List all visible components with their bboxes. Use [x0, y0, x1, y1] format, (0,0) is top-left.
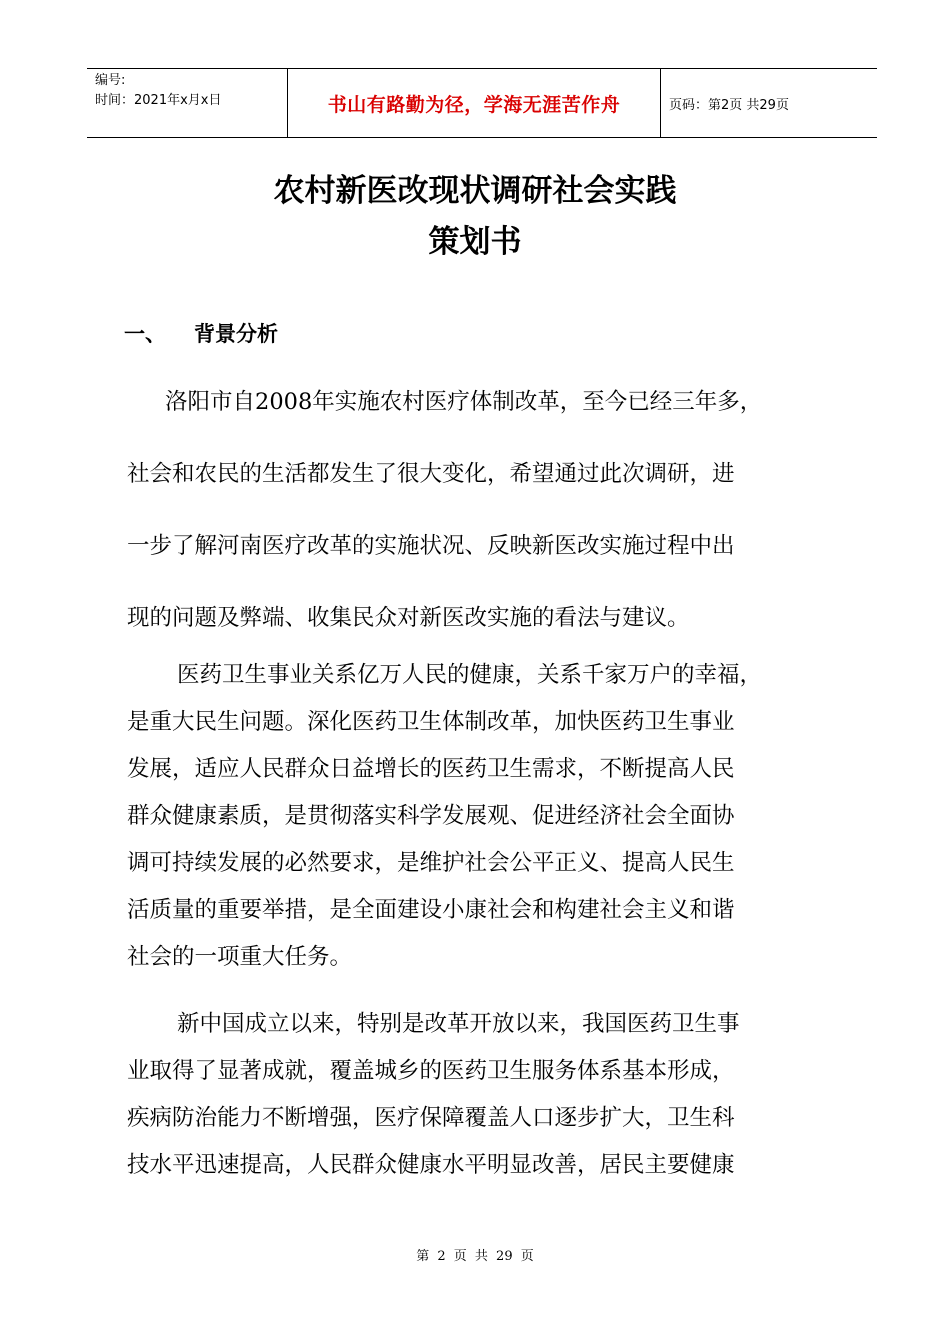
text-line: 洛阳市自2008年实施农村医疗体制改革，至今已经三年多， — [165, 389, 763, 415]
page-label: 页码：第2页 共29页 — [669, 97, 789, 113]
text-line: 发展，适应人民群众日益增长的医药卫生需求，不断提高人民 — [127, 756, 735, 782]
text-line: 现的问题及弊端、收集民众对新医改实施的看法与建议。 — [127, 605, 690, 631]
document-title-line1: 农村新医改现状调研社会实践 — [273, 173, 677, 209]
page-header — [87, 68, 877, 138]
text-line: 医药卫生事业关系亿万人民的健康，关系千家万户的幸福， — [177, 662, 763, 688]
text-line: 技水平迅速提高，人民群众健康水平明显改善，居民主要健康 — [127, 1152, 735, 1178]
text-line: 活质量的重要举措，是全面建设小康社会和构建社会主义和谐 — [127, 897, 735, 923]
header-meta — [87, 69, 288, 137]
text-line: 新中国成立以来，特别是改革开放以来，我国医药卫生事 — [177, 1011, 740, 1037]
text-line: 调可持续发展的必然要求，是维护社会公平正义、提高人民生 — [127, 850, 735, 876]
text-line: 疾病防治能力不断增强，医疗保障覆盖人口逐步扩大，卫生科 — [127, 1105, 735, 1131]
section-title: 背景分析 — [194, 322, 278, 346]
text-line: 社会的一项重大任务。 — [127, 944, 353, 970]
text-line: 业取得了显著成就，覆盖城乡的医药卫生服务体系基本形成， — [127, 1058, 735, 1084]
paragraph-2 — [127, 652, 847, 981]
header-page-cell — [661, 69, 877, 137]
number-label: 编号: — [95, 73, 126, 88]
text-line: 群众健康素质，是贯彻落实科学发展观、促进经济社会全面协 — [127, 803, 735, 829]
document-title-line2: 策划书 — [428, 224, 522, 260]
section-number: 一、 — [124, 322, 166, 346]
header-motto-cell — [288, 69, 661, 137]
section-heading — [124, 318, 278, 348]
paragraph-3 — [127, 1001, 847, 1189]
text-line: 是重大民生问题。深化医药卫生体制改革，加快医药卫生事业 — [127, 709, 735, 735]
text-line: 一步了解河南医疗改革的实施状况、反映新医改实施过程中出 — [127, 533, 735, 559]
paragraph-1 — [127, 366, 847, 654]
text-line: 社会和农民的生活都发生了很大变化，希望通过此次调研，进 — [127, 461, 735, 487]
time-label: 时间：2021年x月x日 — [95, 93, 222, 108]
motto-text: 书山有路勤为径，学海无涯苦作舟 — [327, 93, 621, 116]
page-footer: 第 2 页 共 29 页 — [416, 1249, 534, 1264]
